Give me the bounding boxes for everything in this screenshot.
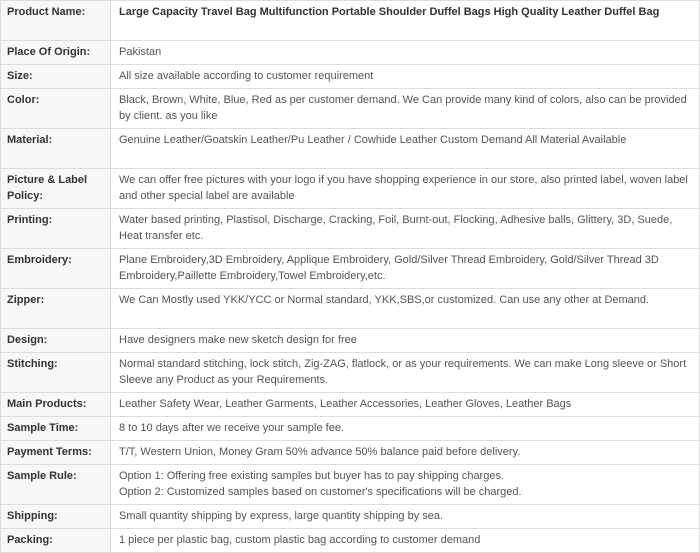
spec-value: 8 to 10 days after we receive your sample fee. <box>111 417 700 441</box>
spec-row-sample-rule <box>1 465 700 505</box>
spec-row-product-name <box>1 1 700 41</box>
spec-label: Picture & Label Policy: <box>1 169 111 209</box>
spec-value: Water based printing, Plastisol, Discharge, Cracking, Foil, Burnt-out, Flocking, Adhesive balls, Glittery, 3D, Suede, Heat transfer etc. <box>111 209 700 249</box>
spec-value: Have designers make new sketch design for free <box>111 329 700 353</box>
sample-rule-option-1: Option 1: Offering free existing samples but buyer has to pay shipping charges. <box>119 470 505 482</box>
spec-row-payment-terms <box>1 441 700 465</box>
spec-label: Sample Rule: <box>1 465 111 505</box>
spec-value: Pakistan <box>111 41 700 65</box>
spec-label: Payment Terms: <box>1 441 111 465</box>
spec-row-picture-label-policy <box>1 169 700 209</box>
spec-value: Small quantity shipping by express, large quantity shipping by sea. <box>111 505 700 529</box>
sample-rule-option-2: Option 2: Customized samples based on customer's specifications will be charged. <box>119 486 522 498</box>
spec-row-stitching <box>1 353 700 393</box>
spec-row-embroidery <box>1 249 700 289</box>
spec-label: Main Products: <box>1 393 111 417</box>
spec-row-packing <box>1 529 700 553</box>
spec-value: Normal standard stitching, lock stitch, Zig-ZAG, flatlock, or as your requirements. We can make Long sleeve or Short Sleeve any Product as your Requirements. <box>111 353 700 393</box>
spec-row-design <box>1 329 700 353</box>
spec-row-zipper <box>1 289 700 329</box>
spec-value <box>111 465 700 505</box>
spec-row-place-of-origin <box>1 41 700 65</box>
spec-row-size <box>1 65 700 89</box>
spec-row-color <box>1 89 700 129</box>
spec-value: We can offer free pictures with your logo if you have shopping experience in our store, also printed label, woven label and other special label are available <box>111 169 700 209</box>
spec-label: Place Of Origin: <box>1 41 111 65</box>
spec-label: Size: <box>1 65 111 89</box>
spec-value: Genuine Leather/Goatskin Leather/Pu Leather / Cowhide Leather Custom Demand All Material Available <box>111 129 700 169</box>
spec-label: Stitching: <box>1 353 111 393</box>
spec-row-main-products <box>1 393 700 417</box>
spec-label: Packing: <box>1 529 111 553</box>
spec-label: Product Name: <box>1 1 111 41</box>
spec-value: Large Capacity Travel Bag Multifunction Portable Shoulder Duffel Bags High Quality Leather Duffel Bag <box>111 1 700 41</box>
spec-label: Design: <box>1 329 111 353</box>
spec-row-printing <box>1 209 700 249</box>
spec-label: Color: <box>1 89 111 129</box>
spec-value: Black, Brown, White, Blue, Red as per customer demand. We Can provide many kind of colors, also can be provided by client. as you like <box>111 89 700 129</box>
spec-value: 1 piece per plastic bag, custom plastic bag according to customer demand <box>111 529 700 553</box>
spec-value: We Can Mostly used YKK/YCC or Normal standard, YKK,SBS,or customized. Can use any other at Demand. <box>111 289 700 329</box>
spec-label: Material: <box>1 129 111 169</box>
spec-row-material <box>1 129 700 169</box>
spec-label: Shipping: <box>1 505 111 529</box>
spec-value: All size available according to customer requirement <box>111 65 700 89</box>
spec-label: Printing: <box>1 209 111 249</box>
spec-label: Embroidery: <box>1 249 111 289</box>
spec-value: Leather Safety Wear, Leather Garments, Leather Accessories, Leather Gloves, Leather Bags <box>111 393 700 417</box>
spec-value: Plane Embroidery,3D Embroidery, Applique Embroidery, Gold/Silver Thread Embroidery, Gold/Silver Thread 3D Embroidery,Paillette Embroidery,Towel Embroidery,etc. <box>111 249 700 289</box>
spec-label: Zipper: <box>1 289 111 329</box>
spec-value: T/T, Western Union, Money Gram 50% advance 50% balance paid before delivery. <box>111 441 700 465</box>
spec-label: Sample Time: <box>1 417 111 441</box>
spec-row-shipping <box>1 505 700 529</box>
spec-row-sample-time <box>1 417 700 441</box>
